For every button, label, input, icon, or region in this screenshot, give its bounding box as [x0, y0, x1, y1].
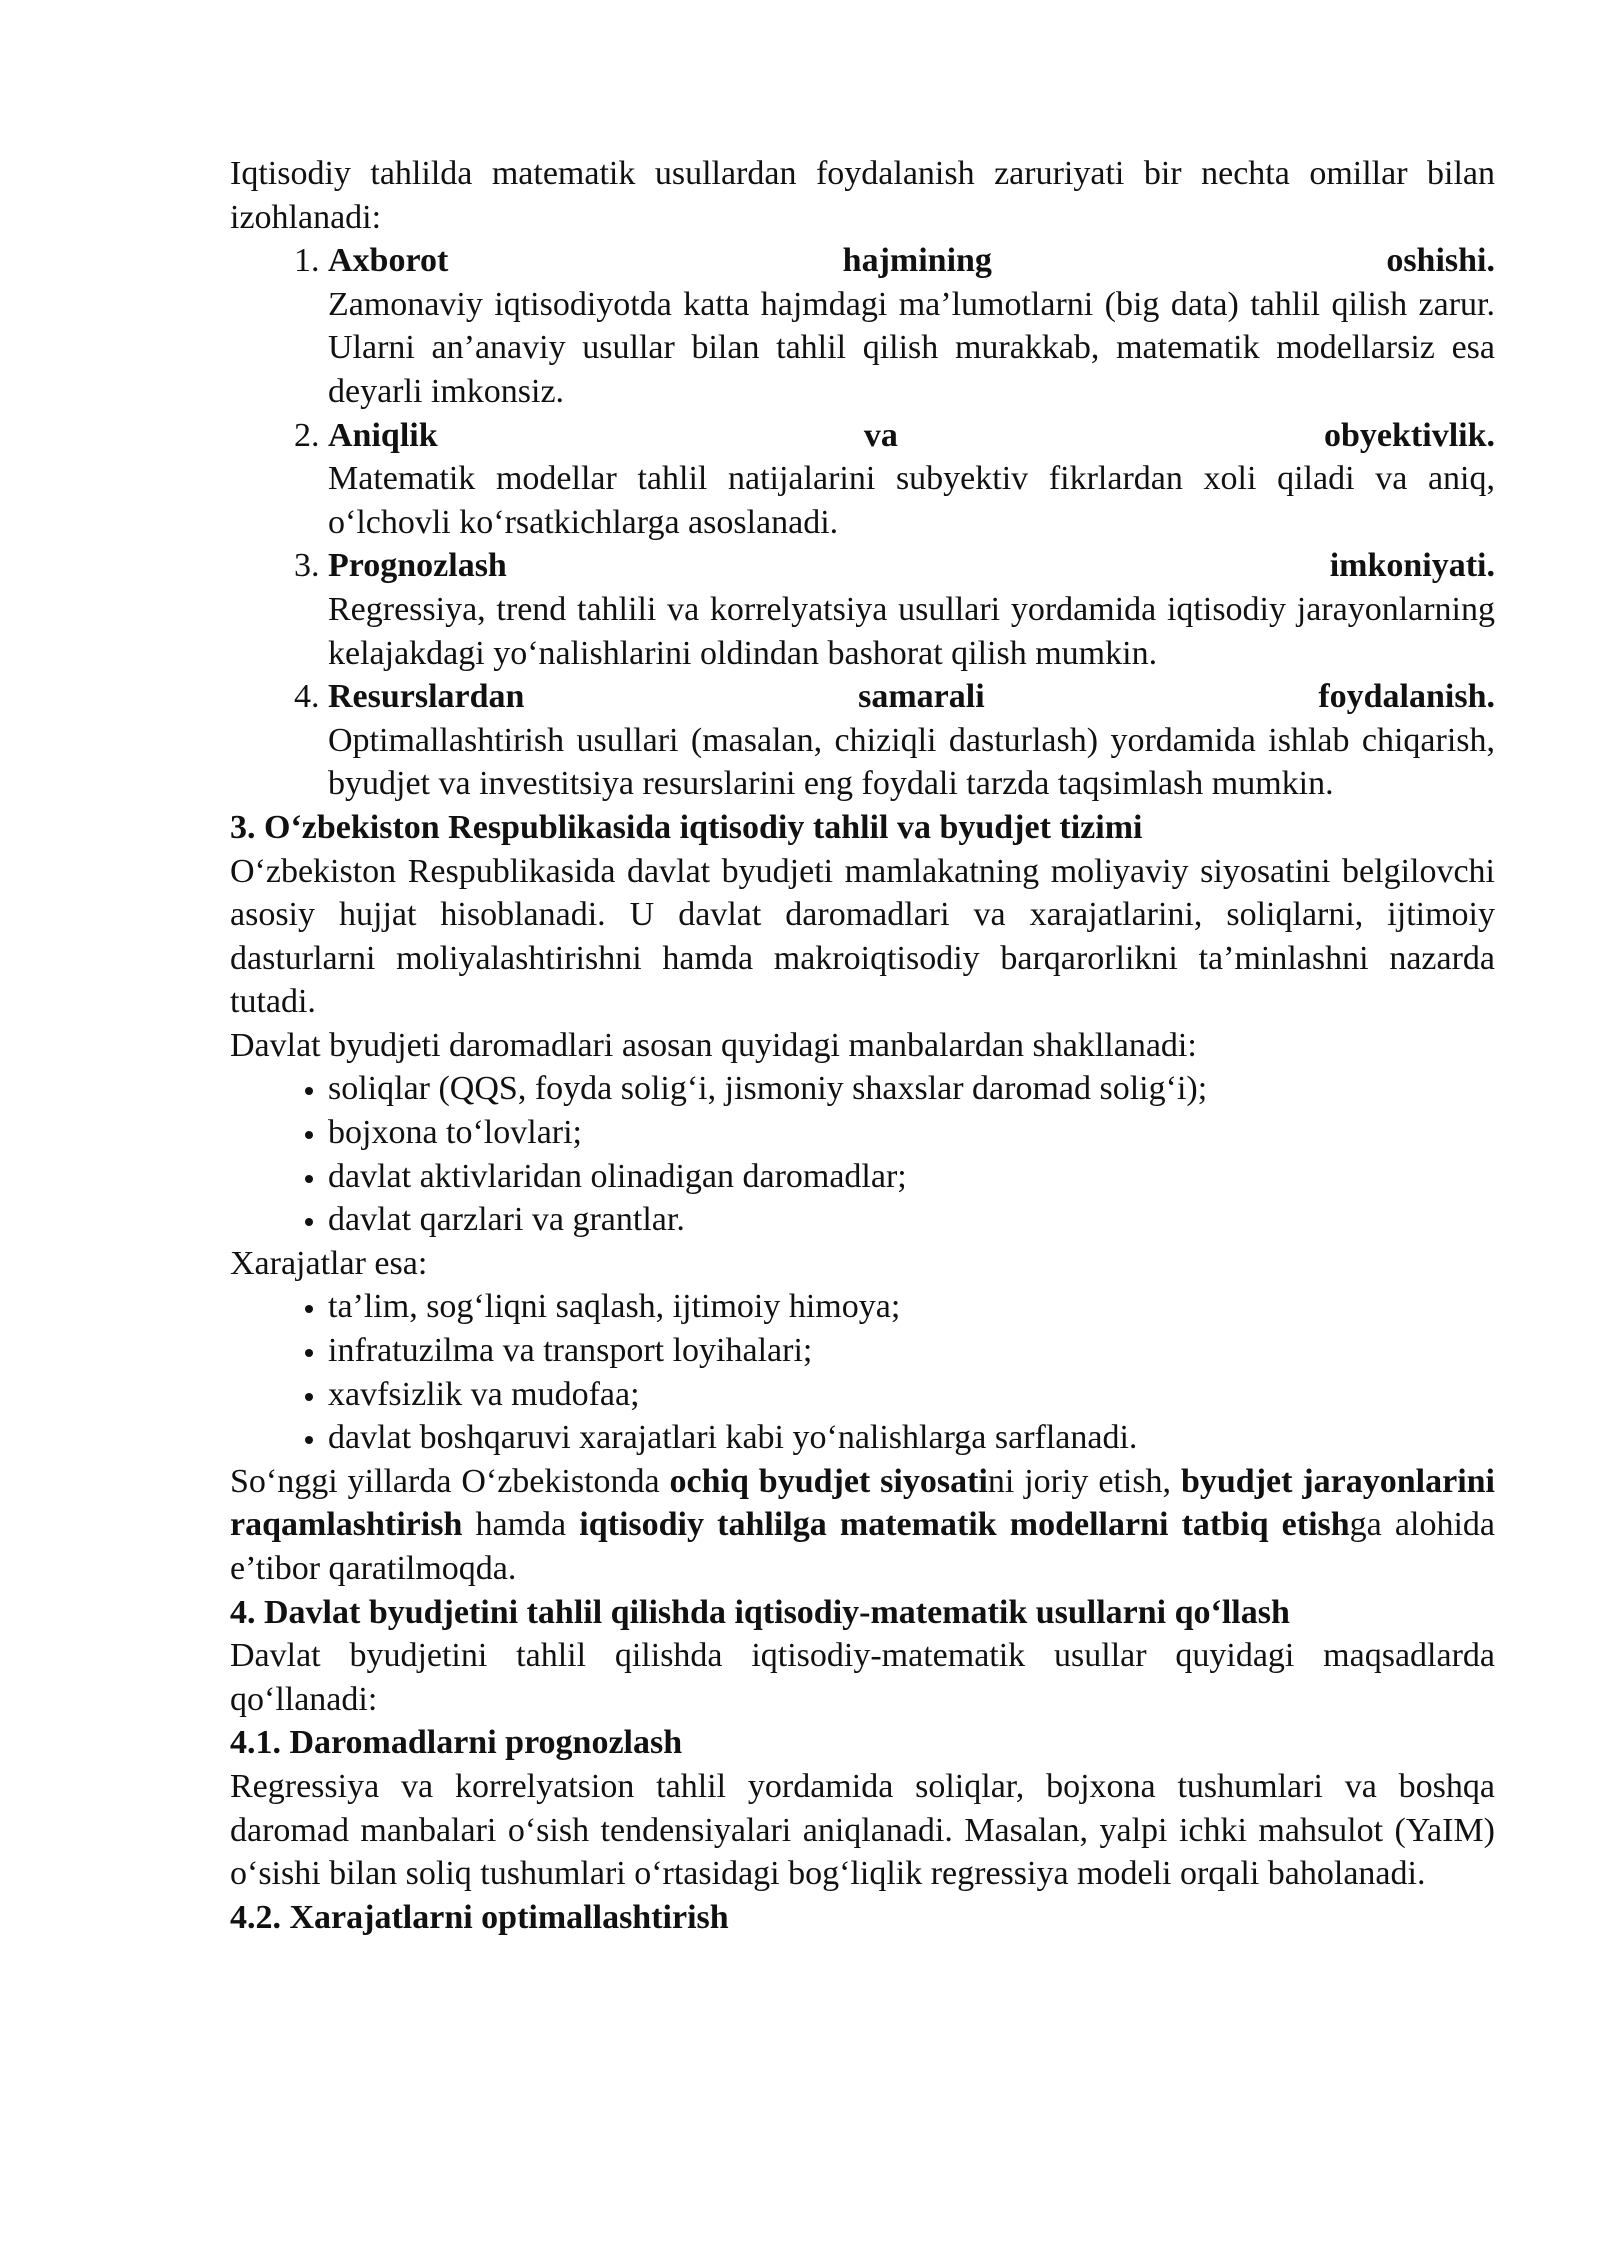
list-item: • davlat boshqaruvi xarajatlari kabi yo‘nalishlarga sarflanadi. [328, 1416, 1495, 1460]
document-page [230, 152, 1495, 1939]
section-3-paragraph: O‘zbekiston Respublikasida davlat byudjeti mamlakatning moliyaviy siyosatini belgilovchi asosiy hujjat hisoblanadi. U davlat daromadlari va xarajatlarini, soliqlarni, ijtimoiy dasturlarni moliyalashtirishni hamda makroiqtisodiy barqarorlikni ta’minlashni nazarda tutadi. [230, 852, 1495, 1021]
expense-intro: Xarajatlar esa: [230, 1244, 428, 1282]
factor-heading: 4. Resurslardan samarali foydalanish. [328, 678, 1495, 716]
closing-text: So‘nggi yillarda O‘zbekistonda [230, 1462, 670, 1500]
factor-text: Matematik modellar tahlil natijalarini subyektiv fikrlardan xoli qiladi va aniq, o‘lchovli ko‘rsatkichlarga asoslanadi. [328, 460, 1495, 541]
section-4-intro: Davlat byudjetini tahlil qilishda iqtisodiy-matematik usullar quyidagi maqsadlarda qo‘llanadi: [230, 1637, 1495, 1718]
closing-text: hamda [462, 1506, 580, 1544]
factor-heading: 3. Prognozlash imkoniyati. [328, 547, 1495, 585]
closing-text: ni joriy etish, [987, 1462, 1181, 1500]
list-item: • soliqlar (QQS, foyda solig‘i, jismoniy shaxslar daromad solig‘i); [328, 1067, 1495, 1111]
intro-paragraph: Iqtisodiy tahlilda matematik usullardan foydalanish zaruriyati bir nechta omillar bilan izohlanadi: [230, 155, 1495, 236]
income-intro: Davlat byudjeti daromadlari asosan quyidagi manbalardan shakllanadi: [230, 1026, 1197, 1064]
factor-item [328, 239, 1495, 413]
list-item: • ta’lim, sog‘liqni saqlash, ijtimoiy himoya; [328, 1285, 1495, 1329]
list-item: • bojxona to‘lovlari; [328, 1111, 1495, 1155]
factor-text: Zamonaviy iqtisodiyotda katta hajmdagi ma’lumotlarni (big data) tahlil qilish zarur. Ularni an’anaviy usullar bilan tahlil qilish murakkab, matematik modellarsiz esa deyarli imkonsiz. [328, 285, 1495, 410]
factor-item [328, 675, 1495, 806]
expenses-list [230, 1285, 1495, 1459]
factor-text: Regressiya, trend tahlili va korrelyatsiya usullari yordamida iqtisodiy jarayonlarning kelajakdagi yo‘nalishlarini oldindan bashorat qilish mumkin. [328, 590, 1495, 672]
income-sources-list [230, 1067, 1495, 1241]
closing-bold: byudjet jarayonlarini raqamlashtirish [230, 1462, 1496, 1544]
list-item: • davlat qarzlari va grantlar. [328, 1198, 1495, 1242]
section-3-heading: 3. O‘zbekiston Respublikasida iqtisodiy tahlil va byudjet tizimi [230, 808, 1143, 846]
subsection-4-1-paragraph: Regressiya va korrelyatsion tahlil yordamida soliqlar, bojxona tushumlari va boshqa daromad manbalari o‘sish tendensiyalari aniqlanadi. Masalan, yalpi ichki mahsulot (YaIM) o‘sishi bilan soliq tushumlari o‘rtasidagi bog‘liqlik regressiya modeli orqali baholanadi. [230, 1767, 1495, 1893]
factor-item [328, 414, 1495, 545]
subsection-4-2-heading: 4.2. Xarajatlarni optimallashtirish [230, 1898, 729, 1936]
section-4-heading: 4. Davlat byudjetini tahlil qilishda iqtisodiy-matematik usullarni qo‘llash [230, 1593, 1290, 1631]
closing-bold: ochiq byudjet siyosati [669, 1462, 988, 1500]
factor-item [328, 544, 1495, 675]
list-item: • davlat aktivlaridan olinadigan daromadlar; [328, 1155, 1495, 1199]
closing-bold: iqtisodiy tahlilga matematik modellarni tatbiq etish [579, 1506, 1350, 1544]
factor-text: Optimallashtirish usullari (masalan, chiziqli dasturlash) yordamida ishlab chiqarish, byudjet va investitsiya resurslarini eng foydali tarzda taqsimlash mumkin. [328, 721, 1495, 803]
factors-list [230, 239, 1495, 806]
closing-text: ga alohida e’tibor qaratilmoqda. [230, 1506, 1495, 1587]
list-item: • xavfsizlik va mudofaa; [328, 1373, 1495, 1417]
subsection-4-1-heading: 4.1. Daromadlarni prognozlash [230, 1724, 683, 1762]
factor-heading: 1. Axborot hajmining oshishi. [328, 242, 1495, 280]
factor-heading: 2. Aniqlik va obyektivlik. [328, 416, 1495, 454]
list-item: • infratuzilma va transport loyihalari; [328, 1329, 1495, 1373]
closing-paragraph [230, 1460, 1495, 1591]
